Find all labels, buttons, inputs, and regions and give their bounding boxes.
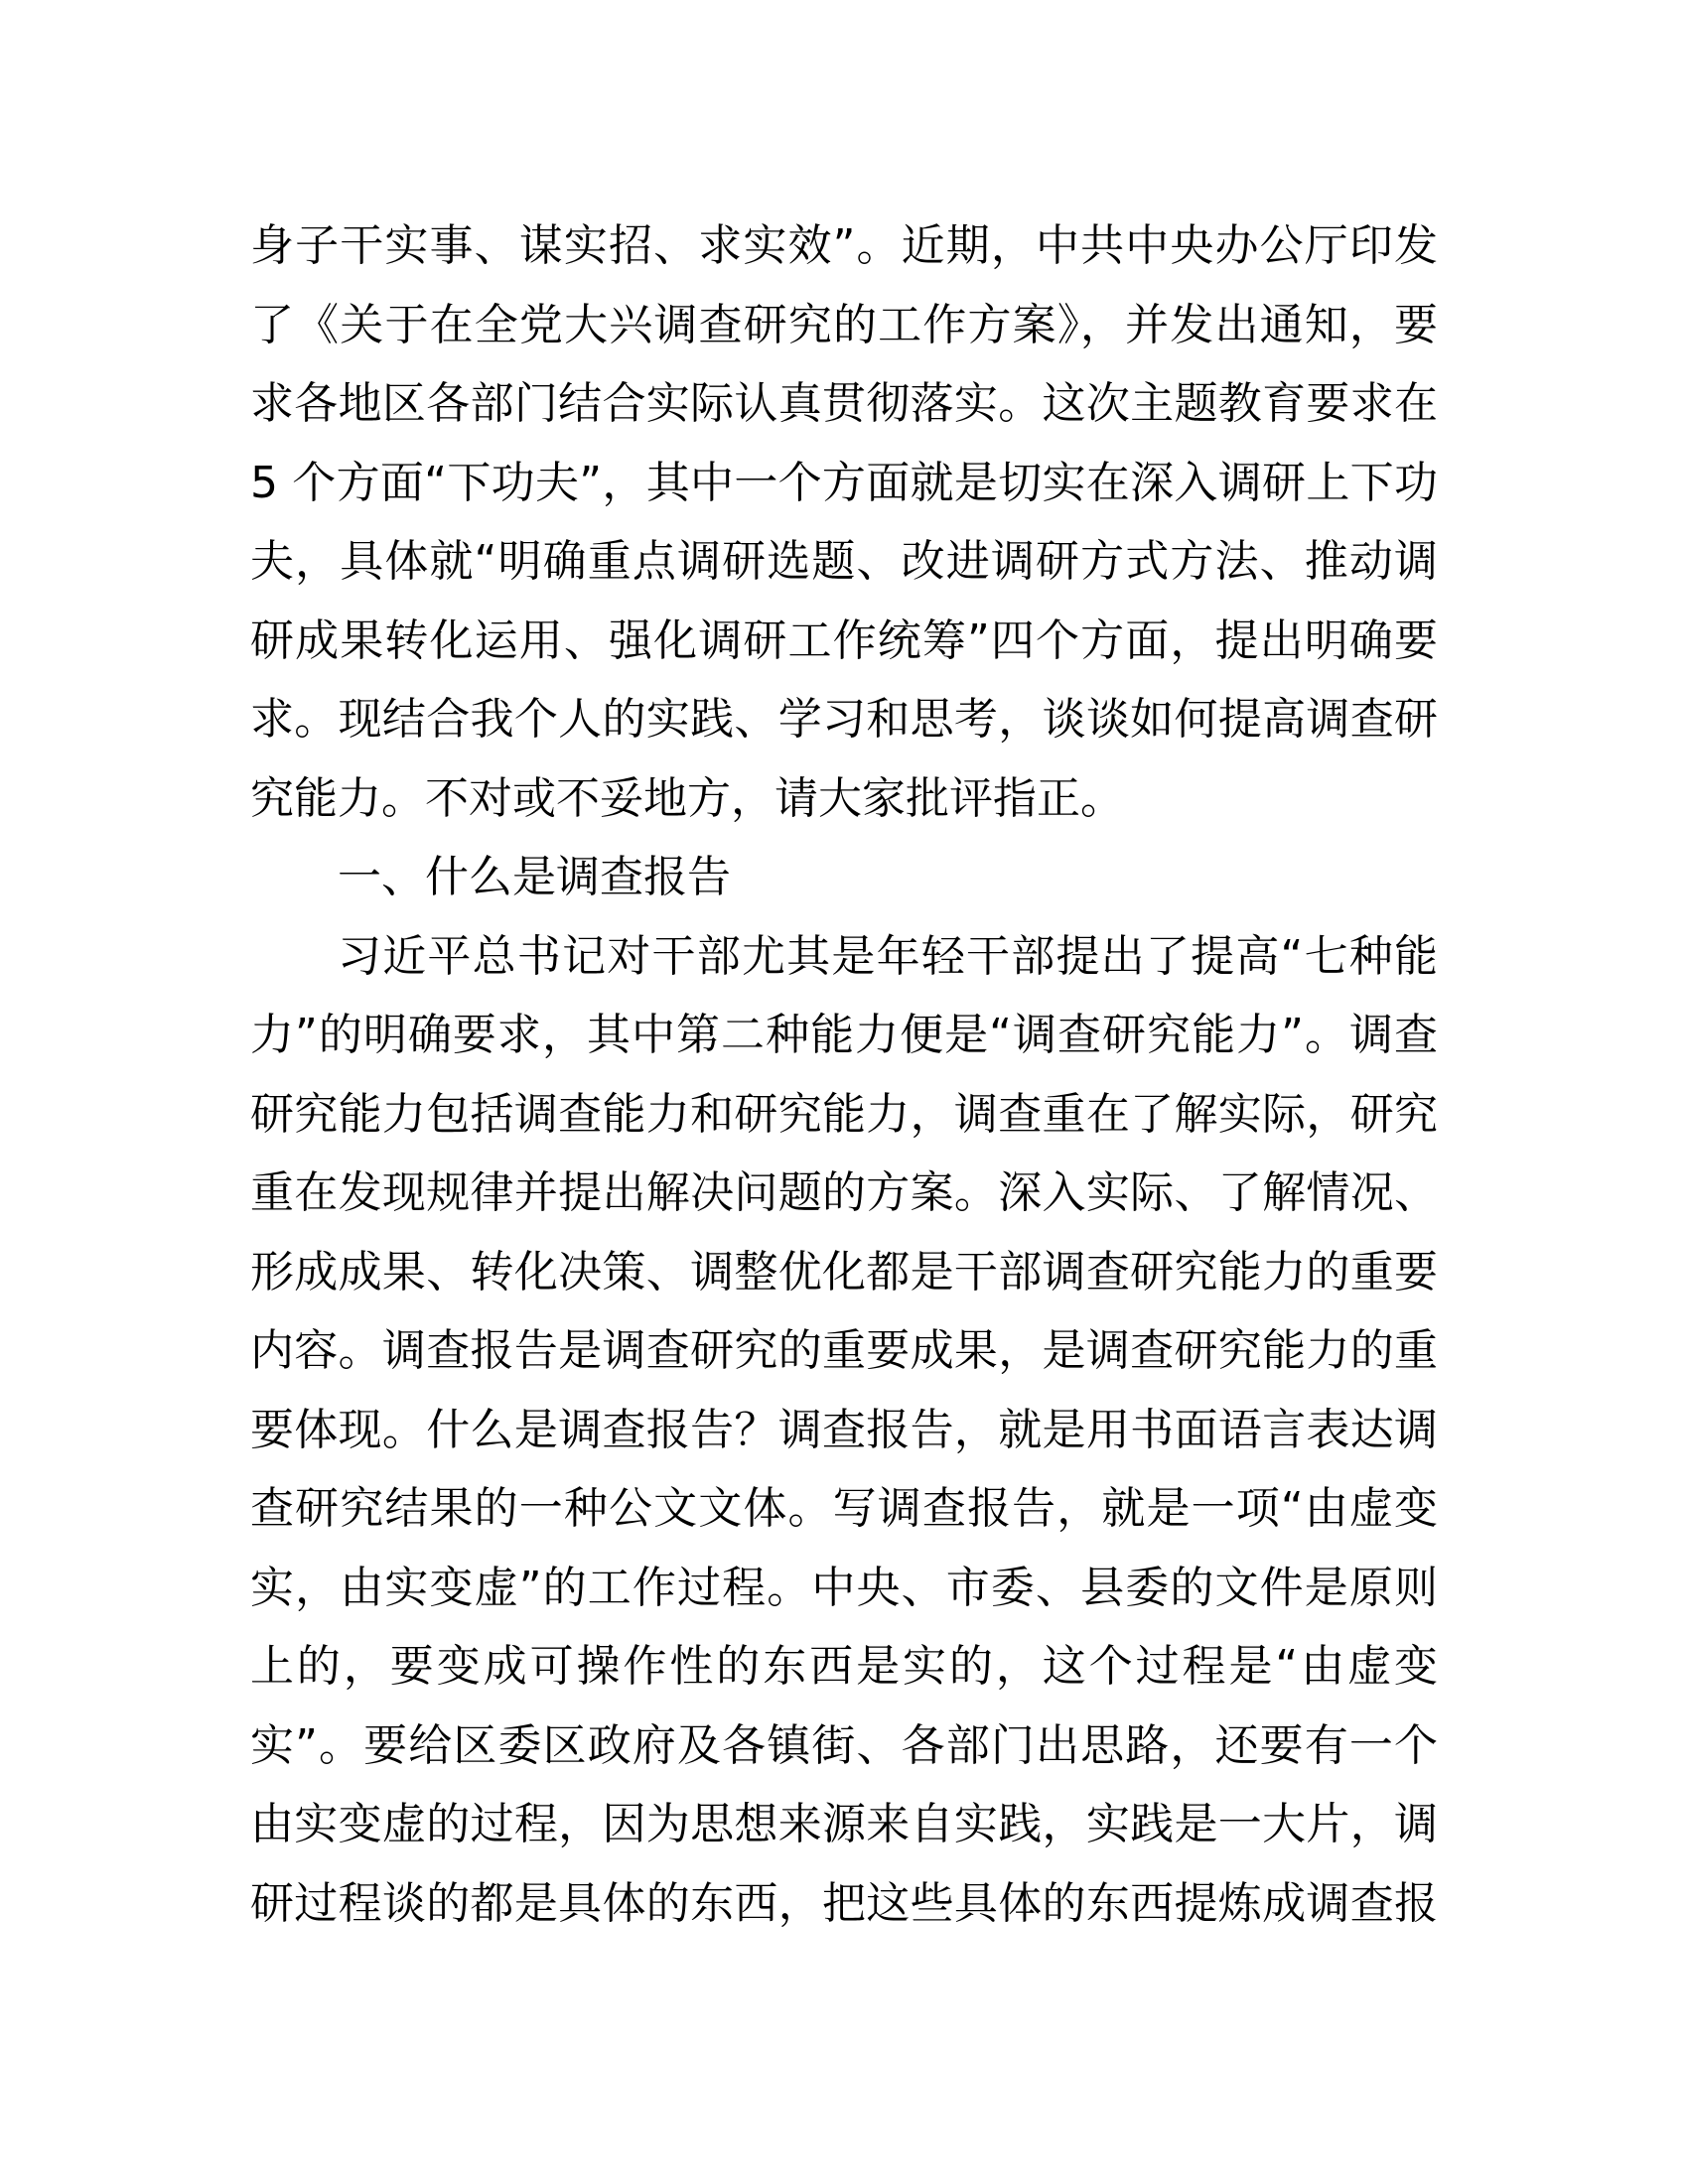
- paragraph-continuation: [250, 206, 1438, 838]
- text-line: 要体现。什么是调查报告？调查报告，就是用书面语言表达调: [250, 1404, 1438, 1455]
- section-heading: [250, 838, 1438, 917]
- text-line: 形成成果、转化决策、调整优化都是干部调查研究能力的重要: [250, 1246, 1438, 1297]
- text-line: 重在发现规律并提出解决问题的方案。深入实际、了解情况、: [250, 1167, 1438, 1218]
- text-line: 求各地区各部门结合实际认真贯彻落实。这次主题教育要求在: [250, 378, 1438, 429]
- text-line: 夫，具体就“明确重点调研选题、改进调研方式方法、推动调: [250, 536, 1438, 587]
- text-line: 5 个方面“下功夫”，其中一个方面就是切实在深入调研上下功: [250, 457, 1438, 508]
- text-line: 实”。要给区委区政府及各镇街、各部门出思路，还要有一个: [250, 1719, 1438, 1771]
- paragraph-what-is-investigation-report: [250, 917, 1438, 1944]
- text-line: 身子干实事、谋实招、求实效”。近期，中共中央办公厅印发: [250, 220, 1438, 271]
- text-line: 力”的明确要求，其中第二种能力便是“调查研究能力”。调查: [250, 1010, 1438, 1060]
- text-line: 上的，要变成可操作性的东西是实的，这个过程是“由虚变: [250, 1641, 1438, 1692]
- text-line: 了《关于在全党大兴调查研究的工作方案》，并发出通知，要: [250, 299, 1438, 350]
- text-line: 实，由实变虚”的工作过程。中央、市委、县委的文件是原则: [250, 1562, 1438, 1613]
- text-line: 研究能力包括调查能力和研究能力，调查重在了解实际，研究: [250, 1088, 1438, 1140]
- text-line: 查研究结果的一种公文文体。写调查报告，就是一项“由虚变: [250, 1483, 1438, 1534]
- text-line: 究能力。不对或不妥地方，请大家批评指正。: [250, 772, 1124, 824]
- text-line: 研过程谈的都是具体的东西，把这些具体的东西提炼成调查报: [250, 1877, 1438, 1929]
- document-body: [250, 206, 1438, 1943]
- text-line: 研成果转化运用、强化调研工作统筹”四个方面，提出明确要: [250, 614, 1438, 666]
- text-line: 习近平总书记对干部尤其是年轻干部提出了提高“七种能: [338, 930, 1438, 982]
- text-line: 由实变虚的过程，因为思想来源来自实践，实践是一大片，调: [250, 1799, 1438, 1849]
- text-line: 内容。调查报告是调查研究的重要成果，是调查研究能力的重: [250, 1325, 1438, 1376]
- text-line: 求。现结合我个人的实践、学习和思考，谈谈如何提高调查研: [250, 694, 1438, 745]
- heading-line: 一、什么是调查报告: [338, 852, 731, 902]
